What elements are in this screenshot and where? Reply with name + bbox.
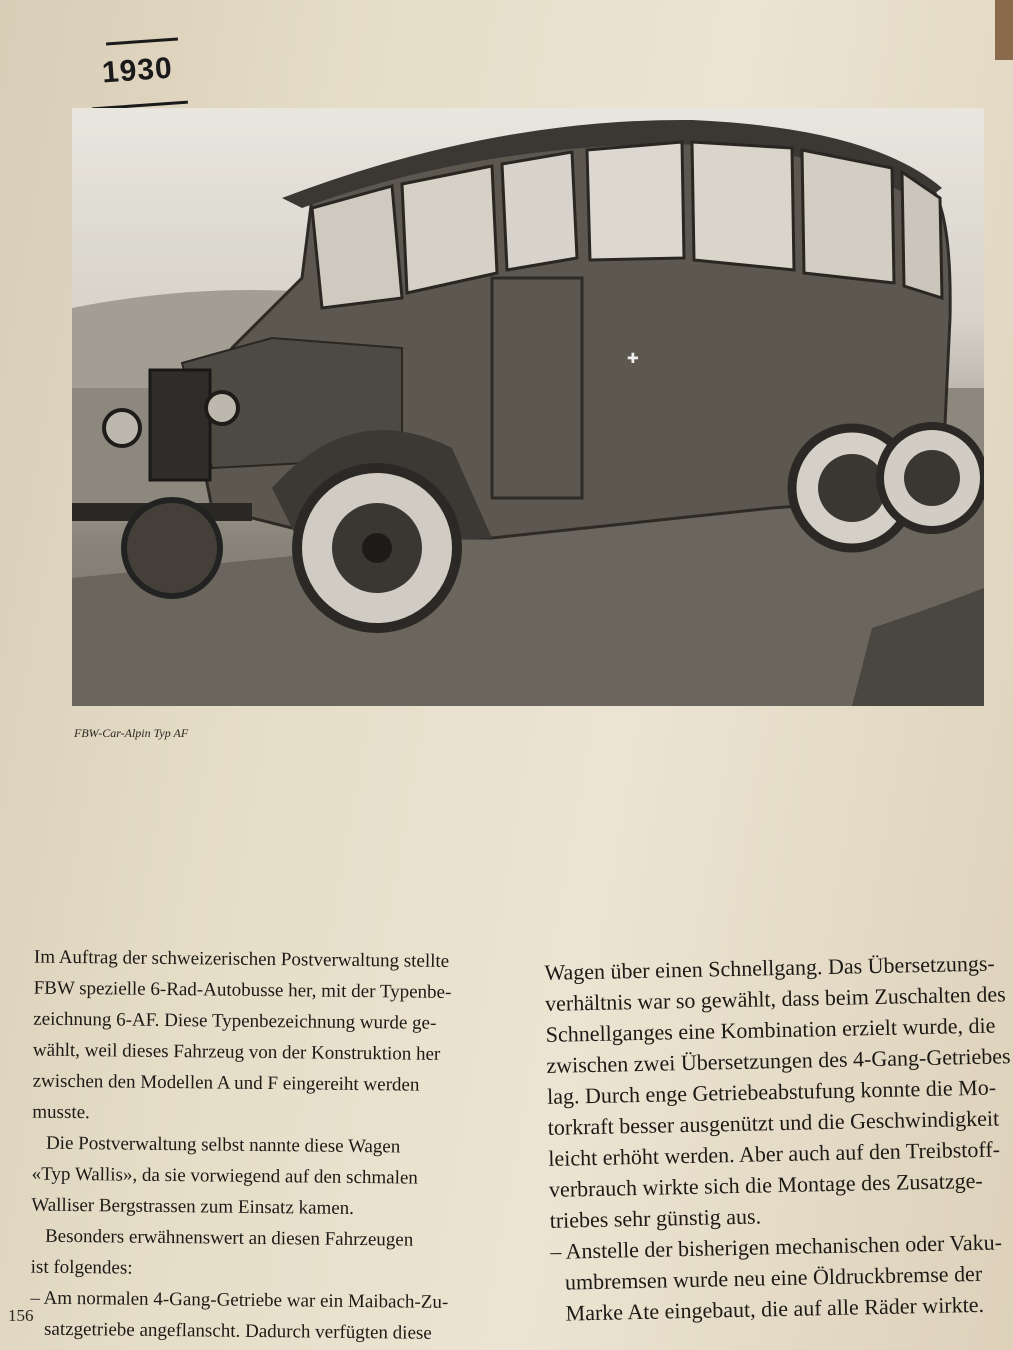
body-line: Die Postverwaltung selbst nannte diese Wagen — [45, 1132, 401, 1158]
body-line: verbrauch wirkte sich die Montage des Zusatzge- — [548, 1167, 983, 1202]
body-line: verhältnis war so gewählt, dass beim Zuschalten des — [544, 981, 1006, 1016]
body-line: «Typ Wallis», da sie vorwiegend auf den schmalen — [31, 1163, 418, 1189]
body-line: wählt, weil dieses Fahrzeug von der Konstruktion her — [32, 1039, 441, 1065]
body-line: Schnellganges eine Kombination erzielt wurde, die — [545, 1012, 996, 1047]
windshield — [312, 186, 402, 308]
swiss-cross-emblem: ✚ — [627, 352, 639, 367]
headlamp — [206, 392, 238, 424]
body-line: Im Auftrag der schweizerischen Postverwaltung stellte — [33, 946, 450, 972]
page-edge — [995, 0, 1013, 60]
year-rule-top — [106, 37, 178, 45]
body-line: satzgetriebe angeflanscht. Dadurch verfügten diese — [43, 1318, 432, 1344]
body-line: umbremsen wurde neu eine Öldruckbremse der — [564, 1260, 983, 1295]
body-line: zeichnung 6-AF. Diese Typenbezeichnung wurde ge- — [33, 1008, 437, 1034]
body-line: lag. Durch enge Getriebeabstufung konnte die Mo- — [546, 1074, 997, 1109]
right-text-column — [544, 947, 1013, 1329]
body-line: musste. — [32, 1101, 90, 1124]
side-window — [692, 142, 794, 270]
rear-wheel — [880, 426, 984, 530]
body-line: zwischen zwei Übersetzungen des 4-Gang-Getriebes — [546, 1043, 1011, 1078]
body-line: ist folgendes: — [30, 1256, 133, 1279]
body-line: torkraft besser ausgenützt und die Geschwindigkeit — [547, 1105, 1000, 1140]
front-wheel — [297, 468, 457, 628]
body-line: – Am normalen 4-Gang-Getriebe war ein Maibach-Zu- — [30, 1287, 449, 1313]
page-number: 156 — [8, 1306, 34, 1325]
side-window — [502, 152, 577, 270]
year-label: 1930 — [100, 51, 174, 90]
body-line: Wagen über einen Schnellgang. Das Übersetzungs- — [544, 950, 995, 985]
side-window — [802, 150, 894, 283]
bus-illustration — [72, 108, 984, 706]
body-line: zwischen den Modellen A und F eingereiht werden — [32, 1070, 420, 1096]
radiator-grille — [150, 370, 210, 480]
bus-photograph — [72, 108, 984, 706]
left-text-column — [30, 942, 494, 1350]
body-line: Besonders erwähnenswert an diesen Fahrzeugen — [44, 1225, 414, 1251]
body-line: leicht erhöht werden. Aber auch auf den Treibstoff- — [548, 1136, 1001, 1171]
body-line: Marke Ate eingebaut, die auf alle Räder wirkte. — [565, 1291, 985, 1326]
body-line: Walliser Bergstrassen zum Einsatz kamen. — [31, 1194, 355, 1219]
far-front-wheel — [124, 500, 220, 596]
photo-caption: FBW-Car-Alpin Typ AF — [74, 726, 189, 740]
body-line: FBW spezielle 6-Rad-Autobusse her, mit der Typenbe- — [33, 977, 452, 1003]
side-window — [402, 166, 497, 293]
body-line: – Anstelle der bisherigen mechanischen oder Vaku- — [550, 1229, 1003, 1264]
headlamp — [104, 410, 140, 446]
side-window — [587, 142, 684, 260]
body-line: triebes sehr günstig aus. — [549, 1203, 762, 1233]
